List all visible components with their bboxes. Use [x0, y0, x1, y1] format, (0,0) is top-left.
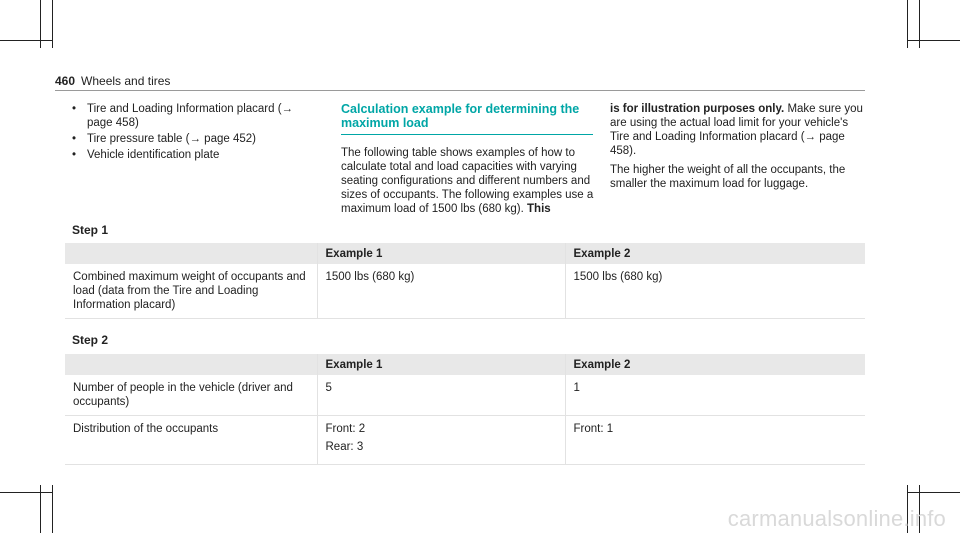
row-example1-value: 5 [317, 375, 565, 416]
section-body [341, 146, 596, 216]
table-header-example2: Example 2 [565, 354, 865, 375]
note-bold: is for illustration purposes only. [610, 103, 785, 115]
watermark: carmanualsonline.info [727, 506, 946, 531]
bullet-item-pressure-table: • Tire pressure table (→ page 452) [72, 132, 312, 146]
note-paragraph-1 [610, 102, 865, 158]
section-heading: Calculation example for determining the maximum load [341, 102, 580, 130]
page-number: 460 [55, 74, 76, 88]
crop-mark-top-right-h [907, 40, 960, 41]
crop-mark-top-left-v2 [52, 0, 53, 48]
value-line: Front: 2 [325, 423, 366, 435]
row-label: Combined maximum weight of occupants and load (data from the Tire and Loading Information placard) [65, 264, 317, 319]
row-label: Number of people in the vehicle (driver and occupants) [65, 375, 317, 416]
note-paragraph-2: The higher the weight of all the occupants, the smaller the maximum load for luggage. [610, 164, 846, 190]
crop-mark-bottom-left-h [0, 492, 53, 493]
row-example2-value: 1 [565, 375, 865, 416]
table-row [65, 375, 865, 416]
calculation-section [341, 102, 596, 216]
step1-table [65, 243, 865, 319]
row-example2-value: 1500 lbs (680 kg) [565, 264, 865, 319]
heading-underline [341, 134, 593, 135]
table-row [65, 264, 865, 319]
table-row [65, 416, 865, 465]
note-text: Make sure you are using the actual load limit for your vehicle's Tire and Loading Information placard (→ page 458). [610, 103, 863, 157]
table-header-empty [65, 243, 317, 264]
table-header-example1: Example 1 [317, 243, 565, 264]
row-example1-value [317, 416, 565, 465]
step2-title: Step 2 [72, 333, 109, 347]
table-header-example1: Example 1 [317, 354, 565, 375]
bullet-item-placard: • Tire and Loading Information placard (→ page 458) [72, 102, 312, 130]
table-header-empty [65, 354, 317, 375]
body-text: The following table shows examples of how to calculate total and load capacities with varying seating configurations and different numbers and sizes of occupants. The following examples use a maximum load of 1500 lbs (680 kg). [341, 147, 594, 215]
row-example1-value: 1500 lbs (680 kg) [317, 264, 565, 319]
crop-mark-bottom-right-h [907, 492, 960, 493]
table-header-row [65, 243, 865, 264]
bullet-list [72, 102, 312, 164]
section-title: Wheels and tires [81, 74, 171, 88]
bullet-item-vin-plate: • Vehicle identification plate [72, 148, 312, 162]
value-line: Front: 1 [573, 423, 614, 435]
step1-title: Step 1 [72, 223, 109, 237]
table-header-example2: Example 2 [565, 243, 865, 264]
header-divider [55, 90, 865, 91]
step2-table [65, 354, 865, 465]
body-bold-end: This [527, 203, 551, 215]
row-label: Distribution of the occupants [65, 416, 317, 465]
crop-mark-top-left-h [0, 40, 53, 41]
value-line: Rear: 3 [325, 441, 364, 453]
note-column [610, 102, 865, 196]
page-header [55, 74, 170, 88]
table-header-row [65, 354, 865, 375]
row-example2-value [565, 416, 865, 465]
